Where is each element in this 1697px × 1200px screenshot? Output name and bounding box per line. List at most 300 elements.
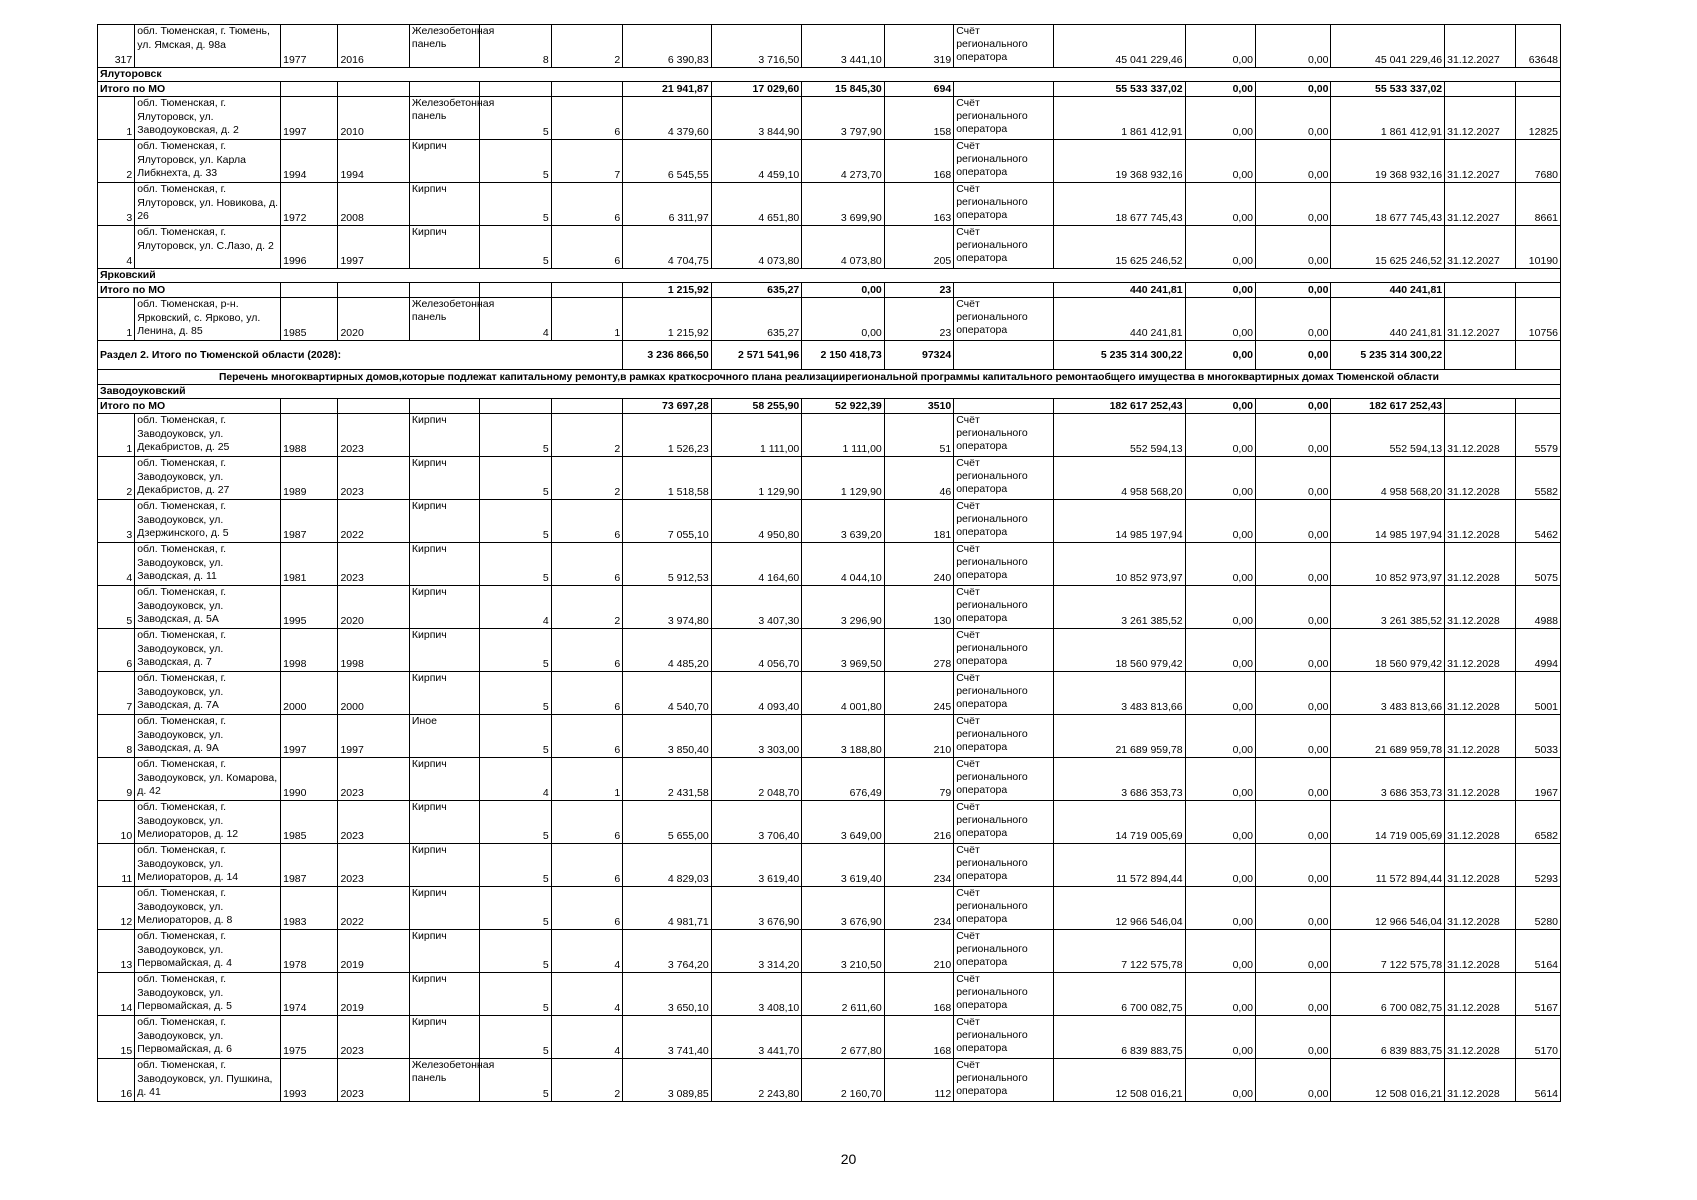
total-cost-cell: 6 700 082,75 [1053, 973, 1185, 1016]
entrances-cell: 6 [551, 844, 622, 887]
deadline-cell: 31.12.2028 [1445, 629, 1515, 672]
year-built-cell: 1995 [281, 586, 338, 629]
cost-regional-cell: 0,00 [1256, 586, 1331, 629]
empty-cell [954, 399, 1054, 414]
empty-cell [338, 399, 409, 414]
residential-area-cell: 4 073,80 [711, 226, 802, 269]
year-built-cell: 1993 [281, 1059, 338, 1102]
residents-cell: 51 [884, 414, 953, 457]
house-code-cell: 7680 [1515, 140, 1560, 183]
fund-method-cell: Счёт регионального оператора [954, 457, 1054, 500]
empty-cell [551, 82, 622, 97]
wall-material-cell: Кирпич [409, 183, 479, 226]
total-cost-cell: 552 594,13 [1053, 414, 1185, 457]
floors-cell: 5 [480, 629, 551, 672]
total-area-cell: 3 741,40 [623, 1016, 712, 1059]
residential-area-cell: 3 303,00 [711, 715, 802, 758]
wall-material-cell: Железобетонная панель [409, 298, 479, 341]
empty-cell [954, 82, 1054, 97]
house-code-cell: 5167 [1515, 973, 1560, 1016]
address-cell: обл. Тюменская, г. Заводоуковск, ул. Заводская, д. 7 [135, 629, 281, 672]
floors-cell: 5 [480, 183, 551, 226]
residential-area-cell: 3 408,10 [711, 973, 802, 1016]
deadline-cell: 31.12.2028 [1445, 715, 1515, 758]
empty-cell [281, 399, 338, 414]
wall-material-cell: Железобетонная панель [409, 97, 479, 140]
year-renovated-cell: 2019 [338, 930, 409, 973]
cost-regional-cell: 0,00 [1256, 97, 1331, 140]
total-area-cell: 2 431,58 [623, 758, 712, 801]
entrances-cell: 1 [551, 758, 622, 801]
entrances-cell: 7 [551, 140, 622, 183]
floors-cell: 8 [480, 25, 551, 68]
row-number: 2 [98, 140, 135, 183]
entrances-cell: 4 [551, 930, 622, 973]
total-cost-cell: 55 533 337,02 [1053, 82, 1185, 97]
entrances-cell: 6 [551, 226, 622, 269]
cost-federal-cell: 0,00 [1185, 82, 1255, 97]
cost-federal-cell: 0,00 [1185, 629, 1255, 672]
cost-federal-cell: 0,00 [1185, 226, 1255, 269]
year-renovated-cell: 2022 [338, 887, 409, 930]
owners-cost-cell: 18 677 745,43 [1331, 183, 1445, 226]
house-code-cell: 5462 [1515, 500, 1560, 543]
total-area-cell: 6 545,55 [623, 140, 712, 183]
cost-regional-cell: 0,00 [1256, 82, 1331, 97]
owned-area-cell: 3 441,10 [802, 25, 885, 68]
cost-regional-cell: 0,00 [1256, 973, 1331, 1016]
residents-cell: 694 [884, 82, 953, 97]
residents-cell: 234 [884, 887, 953, 930]
cost-regional-cell: 0,00 [1256, 457, 1331, 500]
address-cell: обл. Тюменская, г. Заводоуковск, ул. Первомайская, д. 5 [135, 973, 281, 1016]
owned-area-cell: 676,49 [802, 758, 885, 801]
total-area-cell: 3 650,10 [623, 973, 712, 1016]
entrances-cell: 6 [551, 672, 622, 715]
deadline-cell: 31.12.2028 [1445, 543, 1515, 586]
empty-cell [480, 82, 551, 97]
municipality-name: Ялуторовск [98, 68, 1561, 82]
deadline-cell: 31.12.2028 [1445, 672, 1515, 715]
cost-federal-cell: 0,00 [1185, 25, 1255, 68]
empty-cell [281, 283, 338, 298]
residential-area-cell: 3 314,20 [711, 930, 802, 973]
deadline-cell: 31.12.2028 [1445, 844, 1515, 887]
owners-cost-cell: 21 689 959,78 [1331, 715, 1445, 758]
house-code-cell: 5582 [1515, 457, 1560, 500]
total-cost-cell: 14 719 005,69 [1053, 801, 1185, 844]
fund-method-cell: Счёт регионального оператора [954, 298, 1054, 341]
entrances-cell: 6 [551, 715, 622, 758]
cost-regional-cell: 0,00 [1256, 844, 1331, 887]
residents-cell: 319 [884, 25, 953, 68]
total-cost-cell: 15 625 246,52 [1053, 226, 1185, 269]
empty-cell [551, 283, 622, 298]
wall-material-cell: Иное [409, 715, 479, 758]
total-cost-cell: 7 122 575,78 [1053, 930, 1185, 973]
fund-method-cell: Счёт регионального оператора [954, 930, 1054, 973]
table-row [98, 930, 1561, 973]
cost-federal-cell: 0,00 [1185, 1016, 1255, 1059]
entrances-cell: 6 [551, 887, 622, 930]
empty-cell [1445, 283, 1515, 298]
owners-cost-cell: 6 700 082,75 [1331, 973, 1445, 1016]
total-cost-cell: 19 368 932,16 [1053, 140, 1185, 183]
deadline-cell: 31.12.2027 [1445, 140, 1515, 183]
entrances-cell: 2 [551, 586, 622, 629]
year-renovated-cell: 2016 [338, 25, 409, 68]
total-cost-cell: 12 508 016,21 [1053, 1059, 1185, 1102]
owned-area-cell: 4 073,80 [802, 226, 885, 269]
residential-area-cell: 4 950,80 [711, 500, 802, 543]
grand-total-row [98, 341, 1561, 370]
floors-cell: 5 [480, 457, 551, 500]
address-cell: обл. Тюменская, г. Заводоуковск, ул. Декабристов, д. 25 [135, 414, 281, 457]
row-number: 1 [98, 414, 135, 457]
wall-material-cell: Кирпич [409, 457, 479, 500]
address-cell: обл. Тюменская, г. Заводоуковск, ул. Первомайская, д. 4 [135, 930, 281, 973]
fund-method-cell: Счёт регионального оператора [954, 500, 1054, 543]
owned-area-cell: 3 649,00 [802, 801, 885, 844]
page-number: 20 [840, 1151, 857, 1167]
wall-material-cell: Железобетонная панель [409, 25, 479, 68]
year-renovated-cell: 2023 [338, 801, 409, 844]
house-code-cell: 1967 [1515, 758, 1560, 801]
year-renovated-cell: 2023 [338, 1016, 409, 1059]
address-cell: обл. Тюменская, г. Заводоуковск, ул. Комарова, д. 42 [135, 758, 281, 801]
entrances-cell: 1 [551, 298, 622, 341]
table-row [98, 758, 1561, 801]
wall-material-cell: Кирпич [409, 672, 479, 715]
fund-method-cell: Счёт регионального оператора [954, 629, 1054, 672]
fund-method-cell: Счёт регионального оператора [954, 25, 1054, 68]
deadline-cell: 31.12.2028 [1445, 1059, 1515, 1102]
floors-cell: 5 [480, 1059, 551, 1102]
residential-area-cell: 4 056,70 [711, 629, 802, 672]
fund-method-cell: Счёт регионального оператора [954, 801, 1054, 844]
floors-cell: 5 [480, 973, 551, 1016]
address-cell: обл. Тюменская, г. Заводоуковск, ул. Первомайская, д. 6 [135, 1016, 281, 1059]
owned-area-cell: 52 922,39 [802, 399, 885, 414]
total-label: Итого по МО [98, 82, 281, 97]
deadline-cell: 31.12.2028 [1445, 1016, 1515, 1059]
cost-regional-cell: 0,00 [1256, 298, 1331, 341]
owners-cost-cell: 440 241,81 [1331, 298, 1445, 341]
empty-cell [409, 283, 479, 298]
empty-cell [480, 283, 551, 298]
house-code-cell: 5033 [1515, 715, 1560, 758]
entrances-cell: 2 [551, 414, 622, 457]
year-renovated-cell: 2019 [338, 973, 409, 1016]
total-cost-cell: 14 985 197,94 [1053, 500, 1185, 543]
cost-regional-cell: 0,00 [1256, 801, 1331, 844]
floors-cell: 5 [480, 414, 551, 457]
cost-federal-cell: 0,00 [1185, 801, 1255, 844]
row-number: 317 [98, 25, 135, 68]
address-cell: обл. Тюменская, г. Заводоуковск, ул. Мелиораторов, д. 12 [135, 801, 281, 844]
total-cost-cell: 12 966 546,04 [1053, 887, 1185, 930]
deadline-cell: 31.12.2028 [1445, 586, 1515, 629]
year-built-cell: 1981 [281, 543, 338, 586]
address-cell: обл. Тюменская, г. Ялуторовск, ул. С.Лазо, д. 2 [135, 226, 281, 269]
owned-area-cell: 0,00 [802, 298, 885, 341]
owned-area-cell: 1 129,90 [802, 457, 885, 500]
residential-area-cell: 1 129,90 [711, 457, 802, 500]
residents-cell: 168 [884, 1016, 953, 1059]
total-row [98, 283, 1561, 298]
plan-title-row [98, 370, 1561, 385]
owned-area-cell: 3 619,40 [802, 844, 885, 887]
house-code-cell: 10190 [1515, 226, 1560, 269]
deadline-cell: 31.12.2027 [1445, 97, 1515, 140]
residents-cell: 245 [884, 672, 953, 715]
empty-cell [1515, 283, 1560, 298]
year-renovated-cell: 2023 [338, 457, 409, 500]
entrances-cell: 6 [551, 629, 622, 672]
address-cell: обл. Тюменская, г. Ялуторовск, ул. Заводоуковская, д. 2 [135, 97, 281, 140]
total-cost-cell: 10 852 973,97 [1053, 543, 1185, 586]
owners-cost-cell: 19 368 932,16 [1331, 140, 1445, 183]
year-built-cell: 1985 [281, 801, 338, 844]
residents-cell: 210 [884, 715, 953, 758]
residential-area-cell: 3 844,90 [711, 97, 802, 140]
total-area-cell: 3 764,20 [623, 930, 712, 973]
total-area-cell: 3 089,85 [623, 1059, 712, 1102]
address-cell: обл. Тюменская, р-н. Ярковский, с. Ярково, ул. Ленина, д. 85 [135, 298, 281, 341]
deadline-cell: 31.12.2027 [1445, 183, 1515, 226]
cost-federal-cell: 0,00 [1185, 97, 1255, 140]
floors-cell: 5 [480, 672, 551, 715]
total-area-cell: 5 912,53 [623, 543, 712, 586]
deadline-cell: 31.12.2027 [1445, 298, 1515, 341]
empty-cell [954, 283, 1054, 298]
fund-method-cell: Счёт регионального оператора [954, 1016, 1054, 1059]
table-row [98, 1016, 1561, 1059]
owners-cost-cell: 182 617 252,43 [1331, 399, 1445, 414]
total-area-cell: 5 655,00 [623, 801, 712, 844]
total-area-cell: 1 215,92 [623, 298, 712, 341]
residents-cell: 130 [884, 586, 953, 629]
total-cost-cell: 440 241,81 [1053, 283, 1185, 298]
cost-federal-cell: 0,00 [1185, 399, 1255, 414]
program-table [97, 24, 1561, 1102]
residents-cell: 278 [884, 629, 953, 672]
total-area-cell: 4 540,70 [623, 672, 712, 715]
fund-method-cell: Счёт регионального оператора [954, 226, 1054, 269]
entrances-cell: 6 [551, 183, 622, 226]
owned-area-cell: 3 210,50 [802, 930, 885, 973]
table-row [98, 140, 1561, 183]
entrances-cell: 6 [551, 543, 622, 586]
year-built-cell: 1974 [281, 973, 338, 1016]
owned-area-cell: 3 797,90 [802, 97, 885, 140]
deadline-cell: 31.12.2028 [1445, 758, 1515, 801]
wall-material-cell: Кирпич [409, 1016, 479, 1059]
deadline-cell: 31.12.2028 [1445, 930, 1515, 973]
owned-area-cell: 3 676,90 [802, 887, 885, 930]
owners-cost-cell: 7 122 575,78 [1331, 930, 1445, 973]
year-renovated-cell: 2023 [338, 758, 409, 801]
total-area-cell: 7 055,10 [623, 500, 712, 543]
owners-cost-cell: 3 483 813,66 [1331, 672, 1445, 715]
entrances-cell: 2 [551, 25, 622, 68]
total-area-cell: 73 697,28 [623, 399, 712, 414]
row-number: 11 [98, 844, 135, 887]
residential-area-cell: 58 255,90 [711, 399, 802, 414]
fund-method-cell: Счёт регионального оператора [954, 887, 1054, 930]
owners-cost-cell: 45 041 229,46 [1331, 25, 1445, 68]
section-row [98, 385, 1561, 399]
address-cell: обл. Тюменская, г. Тюмень, ул. Ямская, д. 98а [135, 25, 281, 68]
municipality-name: Заводоуковский [98, 385, 1561, 399]
fund-method-cell: Счёт регионального оператора [954, 97, 1054, 140]
residents-cell: 234 [884, 844, 953, 887]
cost-federal-cell: 0,00 [1185, 930, 1255, 973]
year-built-cell: 1997 [281, 715, 338, 758]
cost-federal-cell: 0,00 [1185, 758, 1255, 801]
owned-area-cell: 2 150 418,73 [802, 341, 885, 370]
year-renovated-cell: 2023 [338, 414, 409, 457]
residents-cell: 158 [884, 97, 953, 140]
address-cell: обл. Тюменская, г. Заводоуковск, ул. Мелиораторов, д. 14 [135, 844, 281, 887]
year-renovated-cell: 2020 [338, 298, 409, 341]
empty-cell [1445, 341, 1515, 370]
wall-material-cell: Кирпич [409, 758, 479, 801]
cost-regional-cell: 0,00 [1256, 758, 1331, 801]
fund-method-cell: Счёт регионального оператора [954, 586, 1054, 629]
cost-regional-cell: 0,00 [1256, 715, 1331, 758]
residential-area-cell: 2 571 541,96 [711, 341, 802, 370]
year-renovated-cell: 2023 [338, 844, 409, 887]
house-code-cell: 5293 [1515, 844, 1560, 887]
cost-federal-cell: 0,00 [1185, 1059, 1255, 1102]
house-code-cell: 5001 [1515, 672, 1560, 715]
year-renovated-cell: 2022 [338, 500, 409, 543]
floors-cell: 4 [480, 298, 551, 341]
address-cell: обл. Тюменская, г. Заводоуковск, ул. Мелиораторов, д. 8 [135, 887, 281, 930]
empty-cell [1445, 82, 1515, 97]
residential-area-cell: 4 164,60 [711, 543, 802, 586]
total-area-cell: 4 704,75 [623, 226, 712, 269]
cost-federal-cell: 0,00 [1185, 183, 1255, 226]
entrances-cell: 2 [551, 457, 622, 500]
floors-cell: 5 [480, 500, 551, 543]
owned-area-cell: 2 611,60 [802, 973, 885, 1016]
table-row [98, 672, 1561, 715]
cost-regional-cell: 0,00 [1256, 226, 1331, 269]
total-cost-cell: 6 839 883,75 [1053, 1016, 1185, 1059]
total-row [98, 82, 1561, 97]
cost-federal-cell: 0,00 [1185, 973, 1255, 1016]
row-number: 13 [98, 930, 135, 973]
year-built-cell: 2000 [281, 672, 338, 715]
house-code-cell: 5614 [1515, 1059, 1560, 1102]
total-label: Итого по МО [98, 283, 281, 298]
total-area-cell: 3 974,80 [623, 586, 712, 629]
owned-area-cell: 1 111,00 [802, 414, 885, 457]
fund-method-cell: Счёт регионального оператора [954, 1059, 1054, 1102]
table-row [98, 298, 1561, 341]
wall-material-cell: Кирпич [409, 543, 479, 586]
year-built-cell: 1990 [281, 758, 338, 801]
fund-method-cell: Счёт регионального оператора [954, 715, 1054, 758]
address-cell: обл. Тюменская, г. Заводоуковск, ул. Заводская, д. 7А [135, 672, 281, 715]
year-renovated-cell: 1998 [338, 629, 409, 672]
owned-area-cell: 2 160,70 [802, 1059, 885, 1102]
cost-regional-cell: 0,00 [1256, 414, 1331, 457]
empty-cell [338, 283, 409, 298]
entrances-cell: 4 [551, 1016, 622, 1059]
row-number: 16 [98, 1059, 135, 1102]
owners-cost-cell: 440 241,81 [1331, 283, 1445, 298]
year-built-cell: 1977 [281, 25, 338, 68]
table-row [98, 543, 1561, 586]
owners-cost-cell: 3 686 353,73 [1331, 758, 1445, 801]
row-number: 12 [98, 887, 135, 930]
empty-cell [1515, 399, 1560, 414]
owners-cost-cell: 12 966 546,04 [1331, 887, 1445, 930]
cost-regional-cell: 0,00 [1256, 629, 1331, 672]
house-code-cell: 5280 [1515, 887, 1560, 930]
residents-cell: 79 [884, 758, 953, 801]
total-cost-cell: 3 261 385,52 [1053, 586, 1185, 629]
empty-cell [338, 82, 409, 97]
year-built-cell: 1975 [281, 1016, 338, 1059]
residents-cell: 240 [884, 543, 953, 586]
floors-cell: 4 [480, 586, 551, 629]
year-renovated-cell: 1997 [338, 715, 409, 758]
owned-area-cell: 3 699,90 [802, 183, 885, 226]
empty-cell [409, 399, 479, 414]
residential-area-cell: 4 459,10 [711, 140, 802, 183]
owners-cost-cell: 1 861 412,91 [1331, 97, 1445, 140]
empty-cell [1515, 341, 1560, 370]
year-built-cell: 1994 [281, 140, 338, 183]
house-code-cell: 4988 [1515, 586, 1560, 629]
fund-method-cell: Счёт регионального оператора [954, 973, 1054, 1016]
residential-area-cell: 1 111,00 [711, 414, 802, 457]
deadline-cell: 31.12.2028 [1445, 973, 1515, 1016]
owners-cost-cell: 15 625 246,52 [1331, 226, 1445, 269]
entrances-cell: 4 [551, 973, 622, 1016]
row-number: 1 [98, 298, 135, 341]
deadline-cell: 31.12.2028 [1445, 414, 1515, 457]
total-cost-cell: 45 041 229,46 [1053, 25, 1185, 68]
table-row [98, 887, 1561, 930]
residential-area-cell: 3 676,90 [711, 887, 802, 930]
total-label: Раздел 2. Итого по Тюменской области (2028): [98, 341, 623, 370]
owners-cost-cell: 12 508 016,21 [1331, 1059, 1445, 1102]
address-cell: обл. Тюменская, г. Заводоуковск, ул. Заводская, д. 9А [135, 715, 281, 758]
year-renovated-cell: 2010 [338, 97, 409, 140]
table-row [98, 973, 1561, 1016]
residential-area-cell: 2 048,70 [711, 758, 802, 801]
address-cell: обл. Тюменская, г. Заводоуковск, ул. Пушкина, д. 41 [135, 1059, 281, 1102]
year-renovated-cell: 2000 [338, 672, 409, 715]
total-area-cell: 4 485,20 [623, 629, 712, 672]
house-code-cell: 8661 [1515, 183, 1560, 226]
house-code-cell: 12825 [1515, 97, 1560, 140]
fund-method-cell: Счёт регионального оператора [954, 414, 1054, 457]
total-area-cell: 6 311,97 [623, 183, 712, 226]
year-renovated-cell: 2020 [338, 586, 409, 629]
residential-area-cell: 17 029,60 [711, 82, 802, 97]
year-renovated-cell: 1997 [338, 226, 409, 269]
residents-cell: 46 [884, 457, 953, 500]
residential-area-cell: 2 243,80 [711, 1059, 802, 1102]
cost-regional-cell: 0,00 [1256, 672, 1331, 715]
cost-regional-cell: 0,00 [1256, 341, 1331, 370]
